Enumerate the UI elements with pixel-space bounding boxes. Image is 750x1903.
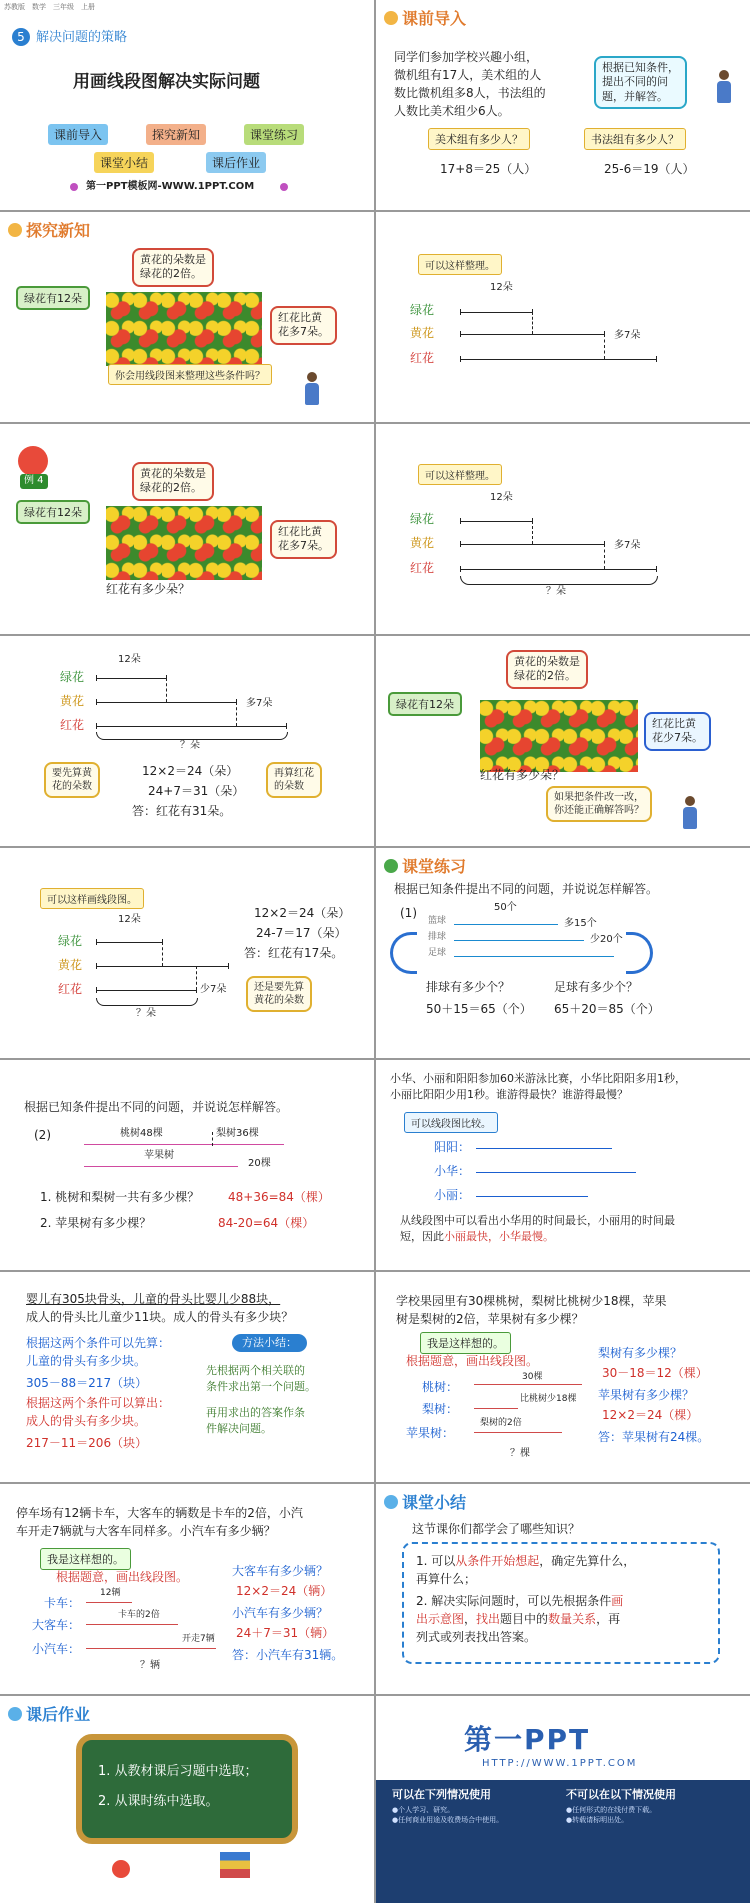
answer-2: 84-20=64（棵） <box>218 1216 315 1230</box>
green-segment <box>460 312 532 313</box>
tick <box>96 699 97 705</box>
question-volleyball: 排球有多少个？ <box>426 980 511 994</box>
nav-summary-button[interactable]: 课堂小结 <box>94 152 154 173</box>
equation-bus: 12×2＝24（辆） <box>236 1584 333 1598</box>
nav-intro-button[interactable]: 课前导入 <box>48 124 108 145</box>
problem-line-2: 成人的骨头比儿童少11块。成人的骨头有多少块？ <box>26 1310 294 1324</box>
slide-17-homework <box>0 1696 374 1903</box>
yellow-segment <box>460 544 604 545</box>
less-seven-label: 少7朵 <box>200 984 227 995</box>
apple-label: 苹果树： <box>406 1426 455 1440</box>
slide-16-summary <box>376 1484 750 1694</box>
step-1-equation: 305－88＝217（块） <box>26 1376 148 1390</box>
instruction-red: 根据题意，画出线段图。 <box>406 1354 539 1368</box>
green-condition-box: 绿花有12朵 <box>16 286 90 310</box>
tick <box>96 987 97 993</box>
nav-homework-button[interactable]: 课后作业 <box>206 152 266 173</box>
green-label: 绿花 <box>58 934 83 948</box>
pear-label: 梨树36棵 <box>216 1128 259 1139</box>
peach-pear-segment <box>84 1144 284 1145</box>
red-label: 红花 <box>410 351 435 365</box>
tick <box>460 566 461 572</box>
yellow-condition-bubble: 黄花的朵数是 绿花的2倍。 <box>132 462 214 501</box>
answer: 答：小汽车有31辆。 <box>232 1648 344 1662</box>
summary-2b: 件解决问题。 <box>206 1422 272 1435</box>
summary-point-2c: 列式或列表找出答案。 <box>416 1630 537 1644</box>
unknown-label: ？朵 <box>136 1008 156 1019</box>
dash-divider <box>236 702 237 726</box>
volleyball-segment <box>454 940 584 941</box>
homework-1: 1. 从教材课后习题中选取； <box>98 1764 258 1779</box>
yellow-label: 黄花 <box>410 536 435 550</box>
slide-1-cover <box>0 0 374 210</box>
summary-question: 这节课你们都学会了哪些知识？ <box>412 1522 581 1536</box>
basketball-segment <box>454 924 558 925</box>
xiaohua-segment <box>476 1172 636 1173</box>
section-title: 课堂练习 <box>384 854 466 877</box>
xiaohua-label: 小华： <box>434 1164 471 1178</box>
slide-6-diagram <box>376 424 750 634</box>
yellow-segment <box>96 702 236 703</box>
green-segment <box>96 942 162 943</box>
question-football: 足球有多少个？ <box>554 980 639 994</box>
nav-explore-button[interactable]: 探究新知 <box>146 124 206 145</box>
tick <box>96 723 97 729</box>
equation-pear: 30－18＝12（棵） <box>602 1366 708 1380</box>
apple-label: 苹果树 <box>144 1150 174 1161</box>
answer: 答：苹果树有24棵。 <box>598 1430 710 1444</box>
question-box: 你会用线段图来整理这些条件吗？ <box>108 364 272 385</box>
less-eighteen-label: 比桃树少18棵 <box>520 1394 577 1404</box>
yellow-condition-bubble: 黄花的朵数是 绿花的2倍。 <box>132 248 214 287</box>
equation-apple: 12×2＝24（棵） <box>602 1408 699 1422</box>
tick <box>228 963 229 969</box>
bulb-icon <box>384 859 398 873</box>
green-segment <box>460 521 532 522</box>
unknown-label: ？辆 <box>140 1660 160 1671</box>
slide-12-swimming <box>376 1060 750 1270</box>
step-two-note: 再算红花 的朵数 <box>266 762 322 798</box>
problem-line-1: 学校果园里有30棵桃树，梨树比桃树少18棵，苹果 <box>396 1294 667 1308</box>
peach-label: 桃树48棵 <box>120 1128 163 1139</box>
more-seven-label: 多7朵 <box>614 540 641 551</box>
problem-line-3: 数比微机组多8人，书法组的 <box>394 86 546 100</box>
twelve-label: 12辆 <box>100 1588 121 1598</box>
flower-icon <box>70 183 78 191</box>
books-icon <box>220 1852 250 1878</box>
red-segment <box>96 726 286 727</box>
bus-segment <box>86 1624 178 1625</box>
slide-9-solution-variation <box>0 848 374 1058</box>
arrow-left-icon <box>390 932 417 974</box>
twelve-label: 12朵 <box>118 654 141 665</box>
total-brace <box>96 732 288 740</box>
teacher-icon <box>304 372 320 406</box>
arrow-right-icon <box>626 932 653 974</box>
yellow-label: 黄花 <box>58 958 83 972</box>
site-footer: 第一PPT模板网-WWW.1PPT.COM <box>86 181 255 192</box>
answer-football: 65＋20＝85（个） <box>554 1002 660 1016</box>
step-2-line-1: 根据这两个条件可以算出： <box>26 1396 171 1410</box>
edition-header: 苏教版 数学 三年级 上册 <box>4 3 95 11</box>
slide-8-variation <box>376 636 750 846</box>
bulb-icon <box>384 1495 398 1509</box>
twelve-label: 12朵 <box>490 282 513 293</box>
answer-1: 48+36=84（棵） <box>228 1190 330 1204</box>
problem-line-1: 停车场有12辆卡车，大客车的辆数是卡车的2倍，小汽 <box>16 1506 303 1520</box>
volleyball-label: 排球 <box>428 932 447 942</box>
problem-line-1: 小华、小丽和阳阳参加60米游泳比赛，小华比阳阳多用1秒， <box>390 1072 686 1085</box>
dash-divider <box>532 521 533 544</box>
problem-line-1: 同学们参加学校兴趣小组， <box>394 50 539 64</box>
slide-4-diagram <box>376 212 750 422</box>
double-pear-label: 梨树的2倍 <box>480 1418 522 1428</box>
method-tag: 方法小结： <box>232 1334 307 1352</box>
drive-away-label: 开走7辆 <box>182 1634 215 1644</box>
yangyang-label: 阳阳： <box>434 1140 471 1154</box>
question-pear: 梨树有多少棵？ <box>598 1346 683 1360</box>
slide-18-credits <box>376 1696 750 1903</box>
tick <box>460 541 461 547</box>
chalkboard <box>76 1734 298 1844</box>
forbidden-heading: 不可以在以下情况使用 <box>566 1788 676 1801</box>
problem-line-2: 车开走7辆就与大客车同样多。小汽车有多少辆？ <box>16 1524 276 1538</box>
step-1-line-1: 根据这两个条件可以先算： <box>26 1336 171 1350</box>
green-label: 绿花 <box>410 512 435 526</box>
apple-segment <box>84 1166 238 1167</box>
brand-logo: 第一PPT <box>464 1723 591 1756</box>
section-title: 课前导入 <box>384 6 466 29</box>
conclusion-line-2: 短，因此小丽最快，小华最慢。 <box>400 1230 554 1243</box>
unit-name: 解决问题的策略 <box>36 30 128 45</box>
forbidden-2: ●转载请标明出处。 <box>566 1816 629 1824</box>
step-2-line-2: 成人的骨头有多少块。 <box>26 1414 147 1428</box>
question-number: (2) <box>34 1128 51 1142</box>
bus-label: 大客车： <box>32 1618 81 1632</box>
tick <box>96 675 97 681</box>
twenty-label: 20棵 <box>248 1158 271 1169</box>
slide-7-solution <box>0 636 374 846</box>
unit-badge: 5 <box>12 28 30 46</box>
step-1-line-2: 儿童的骨头有多少块。 <box>26 1354 147 1368</box>
tip-box: 可以这样画线段图。 <box>40 888 144 909</box>
summary-point-1b: 再算什么； <box>416 1572 477 1586</box>
red-label: 红花 <box>60 718 85 732</box>
flower-field-image <box>106 506 262 580</box>
red-label: 红花 <box>410 561 435 575</box>
green-segment <box>96 678 166 679</box>
instruction: 根据已知条件提出不同的问题，并说说怎样解答。 <box>24 1100 289 1114</box>
red-condition-bubble: 红花比黄 花少7朵。 <box>644 712 711 751</box>
unknown-label: ？棵 <box>510 1448 530 1459</box>
tip-box: 我是这样想的。 <box>40 1548 131 1570</box>
green-condition-box: 绿花有12朵 <box>388 692 462 716</box>
question-apple: 苹果树有多少棵？ <box>598 1388 695 1402</box>
flower-field-image <box>106 292 262 366</box>
summary-1a: 先根据两个相关联的 <box>206 1364 305 1377</box>
yellow-segment <box>96 966 228 967</box>
problem-line-2: 树是梨树的2倍，苹果树有多少棵？ <box>396 1312 584 1326</box>
question-calligraphy: 书法组有多少人？ <box>584 128 686 150</box>
summary-point-2a: 2. 解决实际问题时，可以先根据条件画 <box>416 1594 624 1608</box>
question-bus: 大客车有多少辆？ <box>232 1564 329 1578</box>
total-brace <box>96 998 198 1006</box>
less-twenty-label: 少20个 <box>590 934 623 945</box>
twelve-label: 12朵 <box>118 914 141 925</box>
instruction: 根据已知条件提出不同的问题，并说说怎样解答。 <box>394 882 659 896</box>
equation-1: 12×2＝24（朵） <box>142 764 239 778</box>
teacher-icon <box>716 70 732 104</box>
step-one-note: 要先算黄 花的朵数 <box>44 762 100 798</box>
red-segment <box>460 359 656 360</box>
problem-line-4: 人数比美术组少6人。 <box>394 104 510 118</box>
section-title: 课后作业 <box>8 1702 90 1725</box>
homework-2: 2. 从课时练中选取。 <box>98 1794 219 1809</box>
xiaoli-label: 小丽： <box>434 1188 471 1202</box>
answer-calligraphy: 25-6＝19（人） <box>604 162 695 176</box>
green-label: 绿花 <box>410 303 435 317</box>
challenge-bubble: 如果把条件改一改， 你还能正确解答吗？ <box>546 786 652 822</box>
summary-point-1a: 1. 可以从条件开始想起，确定先算什么， <box>416 1554 636 1568</box>
truck-label: 卡车： <box>44 1596 81 1610</box>
double-truck-label: 卡车的2倍 <box>118 1610 160 1620</box>
tip-box: 可以这样整理。 <box>418 254 502 275</box>
instruction-red: 根据题意，画出线段图。 <box>56 1570 189 1584</box>
section-title: 探究新知 <box>8 218 90 241</box>
red-condition-bubble: 红花比黄 花多7朵。 <box>270 306 337 345</box>
question-text: 红花有多少朵？ <box>480 768 565 782</box>
answer: 答：红花有17朵。 <box>244 946 344 960</box>
tick <box>656 356 657 362</box>
equation-2: 24-7＝17（朵） <box>256 926 347 940</box>
question-car: 小汽车有多少辆？ <box>232 1606 329 1620</box>
equation-1: 12×2＝24（朵） <box>254 906 351 920</box>
football-segment <box>454 956 614 957</box>
problem-line-2: 小丽比阳阳少用1秒。谁游得最快？谁游得最慢？ <box>390 1088 628 1101</box>
forbidden-1: ●任何形式的在线付费下载。 <box>566 1806 657 1814</box>
bulb-icon <box>384 11 398 25</box>
dash-divider <box>604 334 605 359</box>
peach-segment <box>474 1384 582 1385</box>
teacher-icon <box>682 796 698 830</box>
tick <box>286 723 287 729</box>
dash-divider <box>162 942 163 966</box>
yangyang-segment <box>476 1148 612 1149</box>
answer: 答：红花有31朵。 <box>132 804 232 818</box>
problem-line-1: 婴儿有305块骨头，儿童的骨头比婴儿少88块， <box>26 1292 281 1306</box>
slide-10-practice-1 <box>376 848 750 1058</box>
total-brace <box>460 576 658 585</box>
brand-url: HTTP://WWW.1PPT.COM <box>482 1758 638 1769</box>
answer-art: 17+8＝25（人） <box>440 162 537 176</box>
allowed-heading: 可以在下列情况使用 <box>392 1788 491 1801</box>
question-1: 1. 桃树和梨树一共有多少棵？ <box>40 1190 200 1204</box>
allowed-1: ●个人学习、研究。 <box>392 1806 455 1814</box>
fifty-label: 50个 <box>494 902 517 913</box>
dash-divider <box>212 1132 213 1146</box>
pear-label: 梨树： <box>422 1402 459 1416</box>
tip-box: 我是这样想的。 <box>420 1332 511 1354</box>
green-label: 绿花 <box>60 670 85 684</box>
yellow-segment <box>460 334 604 335</box>
flower-field-image <box>480 700 638 772</box>
tip-box: 可以这样整理。 <box>418 464 502 485</box>
bulb-icon <box>8 223 22 237</box>
red-label: 红花 <box>58 982 83 996</box>
tick <box>460 309 461 315</box>
more-seven-label: 多7朵 <box>614 330 641 341</box>
tick <box>460 331 461 337</box>
unknown-label: ？朵 <box>180 740 200 751</box>
slide-3-explore <box>0 212 374 422</box>
section-title: 课堂小结 <box>384 1490 466 1513</box>
thirty-label: 30棵 <box>522 1372 543 1382</box>
football-label: 足球 <box>428 948 447 958</box>
summary-point-2b: 出示意图，找出题目中的数量关系，再 <box>416 1612 621 1626</box>
nav-practice-button[interactable]: 课堂练习 <box>244 124 304 145</box>
lesson-title: 用画线段图解决实际问题 <box>73 72 260 92</box>
tick <box>96 939 97 945</box>
reminder-note: 还是要先算 黄花的朵数 <box>246 976 312 1012</box>
basketball-label: 篮球 <box>428 916 447 926</box>
mascot-icon <box>18 446 48 476</box>
bulb-icon <box>8 1707 22 1721</box>
equation-car: 24＋7＝31（辆） <box>236 1626 335 1640</box>
slide-11-practice-2 <box>0 1060 374 1270</box>
dash-divider <box>196 966 197 990</box>
question-2: 2. 苹果树有多少棵？ <box>40 1216 152 1230</box>
slide-2-intro <box>376 0 750 210</box>
equation-2: 24+7＝31（朵） <box>148 784 245 798</box>
dash-divider <box>166 678 167 702</box>
hint-bubble: 根据已知条件， 提出不同的问 题，并解答。 <box>594 56 687 109</box>
car-label: 小汽车： <box>32 1642 81 1656</box>
yellow-label: 黄花 <box>60 694 85 708</box>
problem-line-2: 微机组有17人，美术组的人 <box>394 68 542 82</box>
slide-13-bones <box>0 1272 374 1482</box>
dash-divider <box>604 544 605 569</box>
twelve-label: 12朵 <box>490 492 513 503</box>
peach-label: 桃树： <box>422 1380 459 1394</box>
example-badge: 例 4 <box>20 474 48 489</box>
answer-volleyball: 50＋15＝65（个） <box>426 1002 532 1016</box>
red-segment <box>460 569 656 570</box>
tick <box>460 518 461 524</box>
unknown-label: ？朵 <box>546 586 566 597</box>
question-art: 美术组有多少人？ <box>428 128 530 150</box>
dash-divider <box>532 312 533 334</box>
tick <box>96 963 97 969</box>
question-text: 红花有多少朵？ <box>106 582 191 596</box>
red-condition-bubble: 红花比黄 花多7朵。 <box>270 520 337 559</box>
car-segment <box>86 1648 216 1649</box>
summary-1b: 条件求出第一个问题。 <box>206 1380 316 1393</box>
tick <box>460 356 461 362</box>
truck-segment <box>86 1602 132 1603</box>
pear-segment <box>474 1408 518 1409</box>
green-condition-box: 绿花有12朵 <box>16 500 90 524</box>
conclusion-line-1: 从线段图中可以看出小华用的时间最长，小丽用的时间最 <box>400 1214 675 1227</box>
yellow-label: 黄花 <box>410 326 435 340</box>
yellow-condition-bubble: 黄花的朵数是 绿花的2倍。 <box>506 650 588 689</box>
more-fifteen-label: 多15个 <box>564 918 597 929</box>
allowed-2: ●任何商业用途及收费场合中使用。 <box>392 1816 504 1824</box>
red-segment <box>96 990 196 991</box>
apple-segment <box>474 1432 562 1433</box>
xiaoli-segment <box>476 1196 588 1197</box>
tip-box: 可以线段图比较。 <box>404 1112 498 1133</box>
slide-15-parking <box>0 1484 374 1694</box>
apple-icon <box>112 1860 130 1878</box>
step-2-equation: 217－11＝206（块） <box>26 1436 148 1450</box>
flower-icon <box>280 183 288 191</box>
slide-14-orchard <box>376 1272 750 1482</box>
summary-2a: 再用求出的答案作条 <box>206 1406 305 1419</box>
slide-5-example <box>0 424 374 634</box>
tick <box>656 566 657 572</box>
question-number: (1) <box>400 906 417 920</box>
more-seven-label: 多7朵 <box>246 698 273 709</box>
